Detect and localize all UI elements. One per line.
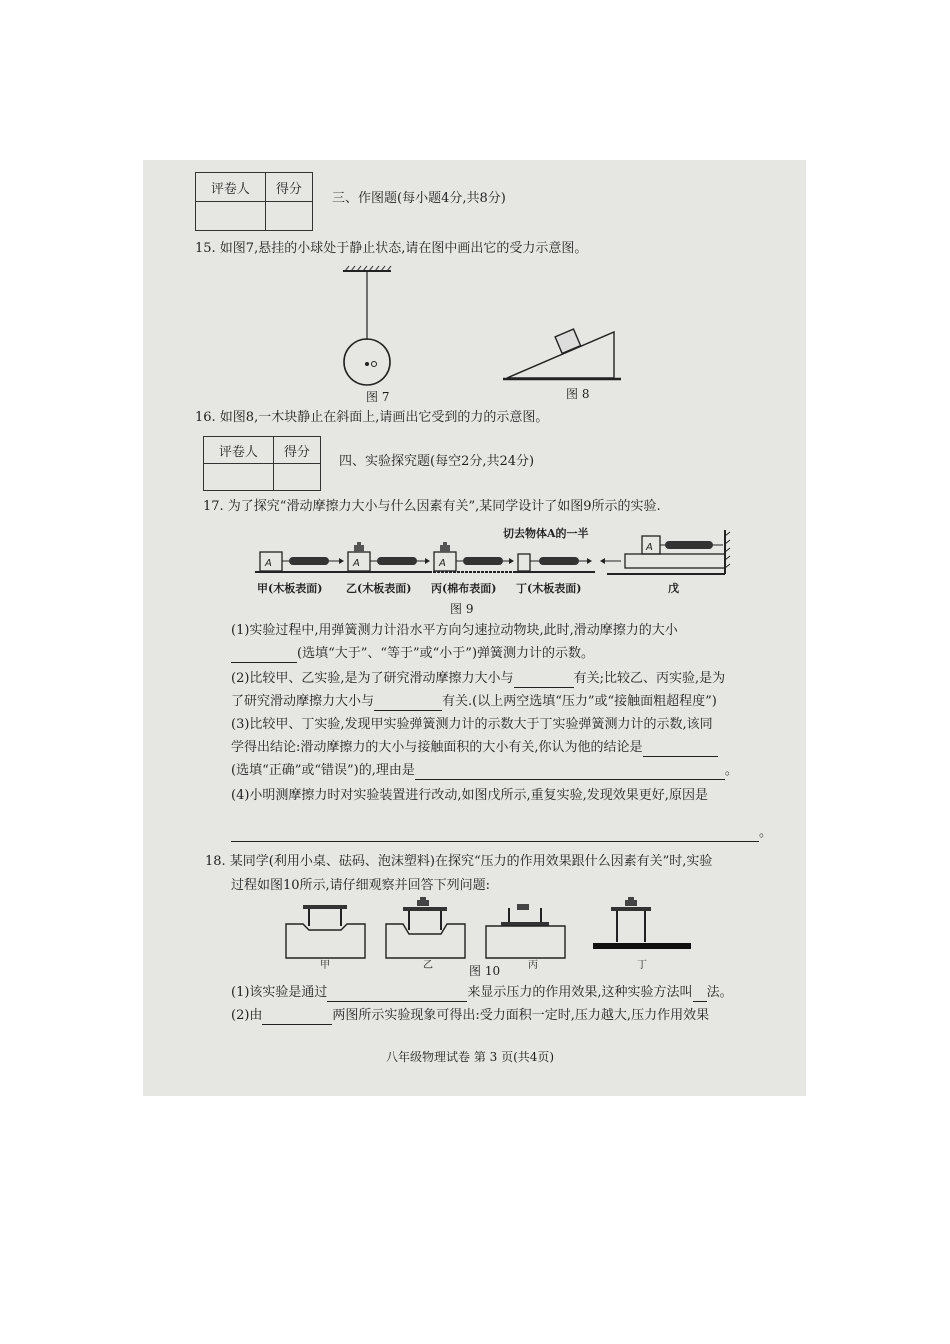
q17-part2-line1: (2)比较甲、乙实验,是为了研究滑动摩擦力大小与 有关;比较乙、丙实验,是为 <box>231 671 726 686</box>
answer-blank-1[interactable] <box>231 648 297 663</box>
exam-page <box>143 160 806 1096</box>
setup-yi <box>343 542 431 572</box>
setup-label-ding: 丁(木板表面) <box>516 582 582 595</box>
setup-10-ding <box>593 897 691 949</box>
figure-8-caption: 图 8 <box>566 387 590 401</box>
q17-part1-line1: (1)实验过程中,用弹簧测力计沿水平方向匀速拉动物块,此时,滑动摩擦力的大小 <box>231 623 678 638</box>
q17-part3-line1: (3)比较甲、丁实验,发现甲实验弹簧测力计的示数大于丁实验弹簧测力计的示数,该同 <box>231 717 713 732</box>
q18-part1: (1)该实验是通过 来显示压力的作用效果,这种实验方法叫 法。 <box>231 985 733 1000</box>
setup-wu <box>600 530 730 574</box>
answer-blank-3[interactable] <box>374 696 442 711</box>
figure-8-incline-block <box>499 320 629 382</box>
setup-10-label-ding: 丁 <box>637 960 647 971</box>
setup-10-bing <box>486 904 565 958</box>
question-18-intro-line2: 过程如图10所示,请仔细观察并回答下列问题: <box>231 878 491 893</box>
answer-blank-4[interactable] <box>643 742 718 757</box>
score-cell[interactable] <box>265 202 312 231</box>
section-4-title: 四、实验探究题(每空2分,共24分) <box>339 454 535 469</box>
block-a-label-1: A <box>265 558 272 569</box>
question-17-intro: 17. 为了探究“滑动摩擦力大小与什么因素有关”,某同学设计了如图9所示的实验. <box>203 499 661 514</box>
answer-blank-5[interactable] <box>415 765 725 780</box>
answer-blank-8[interactable] <box>693 987 707 1002</box>
setup-10-label-bing: 丙 <box>528 960 538 971</box>
answer-blank-2[interactable] <box>514 673 574 688</box>
q17-part2-line2: 了研究滑动摩擦力大小与 有关.(以上两空选填“压力”或“接触面粗超程度”) <box>231 694 717 709</box>
block-a-label-3: A <box>439 558 446 569</box>
setup-jia <box>255 552 345 572</box>
figure-9-caption: 图 9 <box>450 602 474 616</box>
q17-part4-line1: (4)小明测摩擦力时对实验装置进行改动,如图戊所示,重复实验,发现效果更好,原因是 <box>231 788 708 803</box>
answer-blank-7[interactable] <box>327 987 467 1002</box>
q17-part1-line2: (选填“大于”、“等于”或“小于”)弹簧测力计的示数。 <box>231 645 594 663</box>
setup-10-yi <box>386 897 465 958</box>
figure-10-pressure-setups <box>283 900 703 960</box>
setup-10-label-jia: 甲 <box>320 960 330 971</box>
reviewer-header-2: 评卷人 <box>204 437 274 464</box>
setup-bing <box>429 542 515 572</box>
figure-10-caption: 图 10 <box>469 964 501 978</box>
score-box-2 <box>203 436 321 491</box>
block-a-label-5: A <box>646 542 653 553</box>
reviewer-header: 评卷人 <box>196 173 266 202</box>
page-footer: 八年级物理试卷 第 3 页(共4页) <box>386 1050 555 1064</box>
setup-10-jia <box>286 905 365 958</box>
reviewer-cell-2[interactable] <box>204 464 274 491</box>
answer-blank-9[interactable] <box>262 1010 332 1025</box>
block-a-label-2: A <box>353 558 360 569</box>
setup-label-yi: 乙(木板表面) <box>346 582 412 595</box>
setup-10-label-yi: 乙 <box>423 960 433 971</box>
score-header-2: 得分 <box>273 437 320 464</box>
figure-9-cut-note: 切去物体A的一半 <box>503 527 589 540</box>
bleed-through-text <box>728 170 732 242</box>
reviewer-cell[interactable] <box>196 202 266 231</box>
score-box <box>195 172 313 231</box>
setup-label-wu: 戊 <box>668 582 679 595</box>
score-header: 得分 <box>265 173 312 202</box>
figure-7-hanging-ball <box>333 266 403 396</box>
figure-7-caption: 图 7 <box>366 390 390 404</box>
section-3-title: 三、作图题(每小题4分,共8分) <box>332 191 506 206</box>
q18-part2: (2)由 两图所示实验现象可得出:受力面积一定时,压力越大,压力作用效果 <box>231 1008 710 1023</box>
setup-label-bing: 丙(棉布表面) <box>431 582 497 595</box>
answer-blank-6[interactable] <box>231 827 759 842</box>
setup-label-jia: 甲(木板表面) <box>257 582 323 595</box>
q17-part4-line2: 。 <box>231 824 772 842</box>
q17-part3-line2: 学得出结论:滑动摩擦力的大小与接触面积的大小有关,你认为他的结论是 <box>231 739 718 757</box>
setup-ding <box>513 554 595 572</box>
score-cell-2[interactable] <box>273 464 320 491</box>
question-15: 15. 如图7,悬挂的小球处于静止状态,请在图中画出它的受力示意图。 <box>195 241 588 256</box>
question-18-intro-line1: 18. 某同学(利用小桌、砝码、泡沫塑料)在探究“压力的作用效果跟什么因素有关”时,实验 <box>205 854 713 869</box>
q17-part3-line3: (选填“正确”或“错误”)的,理由是 。 <box>231 763 738 778</box>
question-16: 16. 如图8,一木块静止在斜面上,请画出它受到的力的示意图。 <box>195 410 549 425</box>
